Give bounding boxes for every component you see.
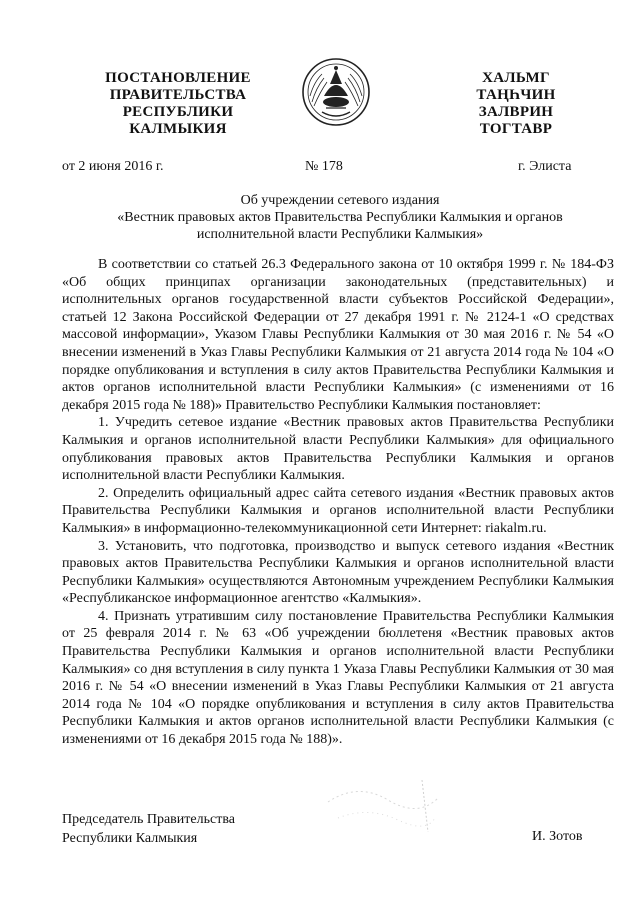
issuer-line: ЗАЛВРИН <box>478 104 554 120</box>
position-line: Республики Калмыкия <box>62 831 198 846</box>
signatory-name: И. Зотов <box>532 829 583 844</box>
issuer-heading-russian <box>88 70 268 138</box>
issuer-line: РЕСПУБЛИКИ <box>122 104 234 120</box>
document-number: № 178 <box>305 159 343 174</box>
issuer-line: ТОГТАВР <box>479 121 553 137</box>
issuer-line: ПРАВИТЕЛЬСТВА <box>109 87 247 103</box>
preamble-paragraph: В соответствии со статьей 26.3 Федерального закона от 10 октября 1999 г. № 184-ФЗ «Об общих принципах организации законодательных (представительных) и исполнительных органов государственной власти субъектов Российской Федерации», статьей 12 Закона Российской Федерации от 27 декабря 1991 г. № 2124-1 «О средствах массовой информации», Указом Главы Республики Калмыкия от 30 мая 2016 г. № 54 «О внесении изменений в Указ Главы Республики Калмыкия от 21 августа 2014 года № 104 «О порядке опубликования и вступления в силу актов Правительства Республики Калмыкия и актов органов исполнительной власти Республики Калмыкия» (с изменениями от 16 декабря 2015 года № 188)» Правительство Республики Калмыкия постановляет: <box>62 257 614 413</box>
issuer-line: КАЛМЫКИЯ <box>129 121 227 137</box>
issuer-line: ХАЛЬМГ <box>482 70 550 86</box>
document-body <box>62 256 614 749</box>
clause-3-paragraph: 3. Установить, что подготовка, производство и выпуск сетевого издания «Вестник правовых актов Правительства Республики Калмыкия и органов исполнительной власти Республики Калмыкия» осуществляются Автономным учреждением Республики Калмыкия «Республиканское информационное агентство «Калмыкия». <box>62 538 614 607</box>
clause-2-paragraph: 2. Определить официальный адрес сайта сетевого издания «Вестник правовых актов Правительства Республики Калмыкия и органов исполнительной власти Республики Калмыкия» в информационно-телекоммуникационной сети Интернет: riakalm.ru. <box>62 485 614 536</box>
document-date: от 2 июня 2016 г. <box>62 159 164 174</box>
issuer-line: ПОСТАНОВЛЕНИЕ <box>105 70 251 86</box>
document-title <box>60 192 620 243</box>
issuer-line: ТАҢҺЧИН <box>476 87 556 103</box>
coat-of-arms-icon <box>300 56 372 128</box>
clause-1-paragraph: 1. Учредить сетевое издание «Вестник правовых актов Правительства Республики Калмыкия и органов исполнительной власти Республики Калмыкия» для официального опубликования правовых актов Правительства Республики Калмыкия и органов исполнительной власти Республики Калмыкия. <box>62 415 614 484</box>
clause-4-paragraph: 4. Признать утратившим силу постановление Правительства Республики Калмыкия от 25 февраля 2014 г. № 63 «Об учреждении бюллетеня «Вестник правовых актов Правительства Республики Калмыкия и органов исполнительной власти Республики Калмыкия» со дня вступления в силу пункта 1 Указа Главы Республики Калмыкия от 30 мая 2016 г. № 54 «О внесении изменений в Указ Главы Республики Калмыкия от 21 августа 2014 года № 104 «О порядке опубликования и вступления в силу актов Правительства Республики Калмыкия и актов органов исполнительной власти Республики Калмыкия (с изменениями от 16 декабря 2015 года № 188)». <box>62 608 614 748</box>
faint-stamp-mark <box>318 772 448 842</box>
issuer-heading-kalmyk <box>456 70 576 138</box>
signatory-position <box>62 810 235 848</box>
title-line: «Вестник правовых актов Правительства Республики Калмыкия и органов <box>117 210 563 225</box>
title-line: исполнительной власти Республики Калмыкия» <box>196 227 484 242</box>
position-line: Председатель Правительства <box>62 812 235 827</box>
title-line: Об учреждении сетевого издания <box>240 193 440 208</box>
document-city: г. Элиста <box>518 159 572 174</box>
